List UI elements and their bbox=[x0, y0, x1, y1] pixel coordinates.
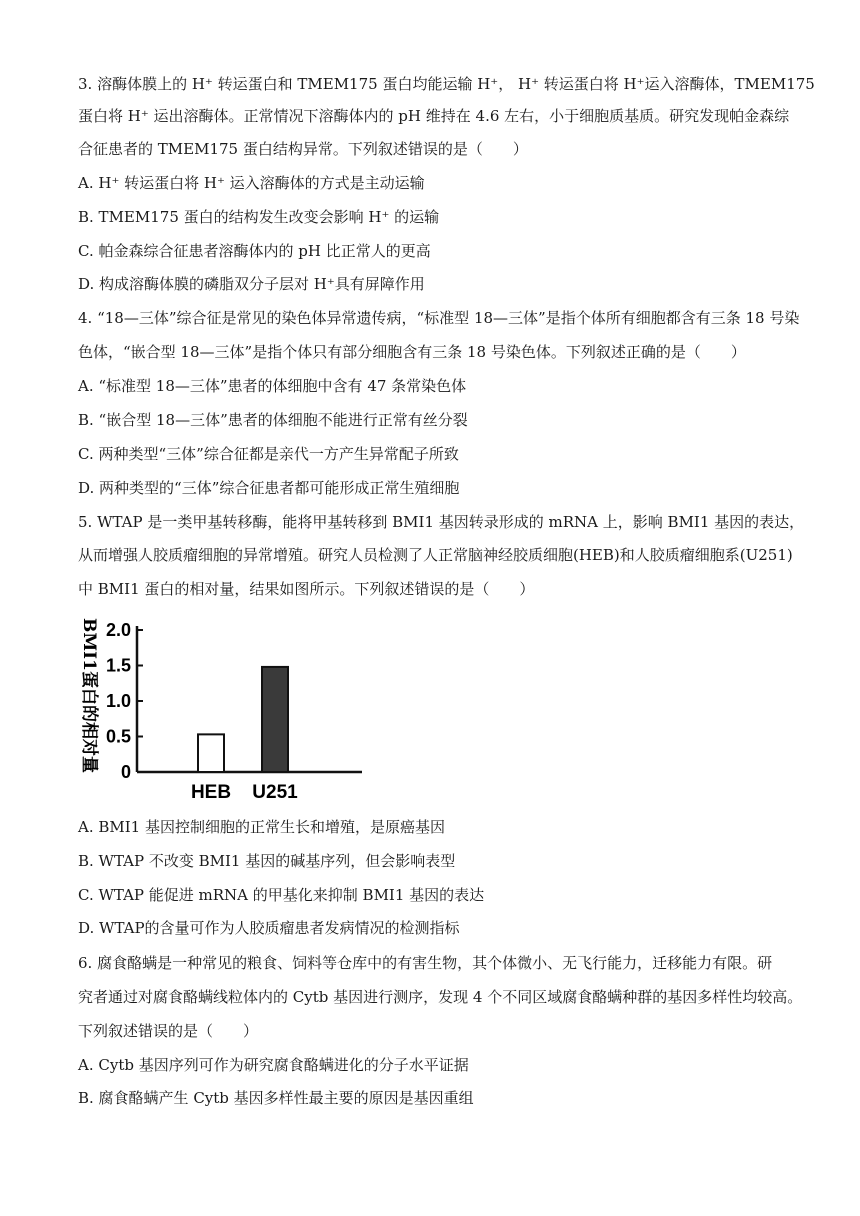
q3-option-b: B. TMEM175 蛋白的结构发生改变会影响 H⁺ 的运输 bbox=[78, 208, 440, 226]
q4-stem-line-1: 4. “18—三体”综合征是常见的染色体异常遗传病，“标准型 18—三体”是指个体所有细胞都含有三条 18 号染 bbox=[78, 309, 800, 327]
y-axis-label: BMI1蛋白的相对量 bbox=[79, 618, 99, 773]
q4-option-b: B. “嵌合型 18—三体”患者的体细胞不能进行正常有丝分裂 bbox=[78, 411, 468, 429]
q3-stem-line-1: 3. 溶酶体膜上的 H⁺ 转运蛋白和 TMEM175 蛋白均能运输 H⁺， H⁺ 转运蛋白将 H⁺运入溶酶体，TMEM175 bbox=[78, 75, 815, 93]
q4-stem-line-2: 色体，“嵌合型 18—三体”是指个体只有部分细胞含有三条 18 号染色体。下列叙述正确的是（ ） bbox=[78, 343, 746, 361]
q3-option-c: C. 帕金森综合征患者溶酶体内的 pH 比正常人的更高 bbox=[78, 242, 431, 260]
q5-option-b: B. WTAP 不改变 BMI1 基因的碱基序列，但会影响表型 bbox=[78, 852, 456, 870]
bmi1-bar-chart bbox=[70, 610, 390, 810]
q5-option-d: D. WTAP的含量可作为人胶质瘤患者发病情况的检测指标 bbox=[78, 919, 460, 937]
y-tick-label: 1.5 bbox=[105, 655, 131, 676]
q6-stem-line-1: 6. 腐食酪螨是一种常见的粮食、饲料等仓库中的有害生物，其个体微小、无飞行能力，迁移能力有限。研 bbox=[78, 954, 773, 972]
x-categories bbox=[191, 782, 298, 803]
q5-option-c: C. WTAP 能促进 mRNA 的甲基化来抑制 BMI1 基因的表达 bbox=[78, 886, 485, 904]
q3-option-d: D. 构成溶酶体膜的磷脂双分子层对 H⁺具有屏障作用 bbox=[78, 275, 425, 293]
y-tick-label: 0 bbox=[120, 762, 131, 782]
q3-stem-line-2: 蛋白将 H⁺ 运出溶酶体。正常情况下溶酶体内的 pH 维持在 4.6 左右，小于细胞质基质。研究发现帕金森综 bbox=[78, 107, 790, 125]
bar-u251 bbox=[262, 667, 288, 772]
y-tick-label: 2.0 bbox=[105, 620, 131, 640]
q4-option-d: D. 两种类型的“三体”综合征患者都可能形成正常生殖细胞 bbox=[78, 479, 460, 497]
bar-heb bbox=[198, 734, 224, 772]
q4-option-a: A. “标准型 18—三体”患者的体细胞中含有 47 条常染色体 bbox=[78, 377, 467, 395]
q5-stem-line-3: 中 BMI1 蛋白的相对量，结果如图所示。下列叙述错误的是（ ） bbox=[78, 580, 535, 598]
q4-option-c: C. 两种类型“三体”综合征都是亲代一方产生异常配子所致 bbox=[78, 445, 459, 463]
q6-stem-line-3: 下列叙述错误的是（ ） bbox=[78, 1022, 259, 1040]
chart-svg bbox=[70, 610, 390, 810]
q5-stem-line-2: 从而增强人胶质瘤细胞的异常增殖。研究人员检测了人正常脑神经胶质细胞(HEB)和人胶质瘤细胞系(U251) bbox=[78, 546, 793, 564]
q5-stem-line-1: 5. WTAP 是一类甲基转移酶，能将甲基转移到 BMI1 基因转录形成的 mRNA 上，影响 BMI1 基因的表达， bbox=[78, 513, 805, 531]
q3-option-a: A. H⁺ 转运蛋白将 H⁺ 运入溶酶体的方式是主动运输 bbox=[78, 174, 425, 192]
q3-stem-line-3: 合征患者的 TMEM175 蛋白结构异常。下列叙述错误的是（ ） bbox=[78, 140, 528, 158]
x-category-label: HEB bbox=[190, 782, 232, 803]
bars bbox=[198, 667, 288, 772]
q6-option-b: B. 腐食酪螨产生 Cytb 基因多样性最主要的原因是基因重组 bbox=[78, 1089, 474, 1107]
q5-option-a: A. BMI1 基因控制细胞的正常生长和增殖，是原癌基因 bbox=[78, 818, 445, 836]
q6-stem-line-2: 究者通过对腐食酪螨线粒体内的 Cytb 基因进行测序，发现 4 个不同区域腐食酪螨种群的基因多样性均较高。 bbox=[78, 988, 803, 1006]
x-category-label: U251 bbox=[252, 782, 298, 803]
q6-option-a: A. Cytb 基因序列可作为研究腐食酪螨进化的分子水平证据 bbox=[78, 1056, 469, 1074]
y-tick-label: 1.0 bbox=[105, 691, 131, 711]
y-tick-label: 0.5 bbox=[105, 726, 131, 747]
